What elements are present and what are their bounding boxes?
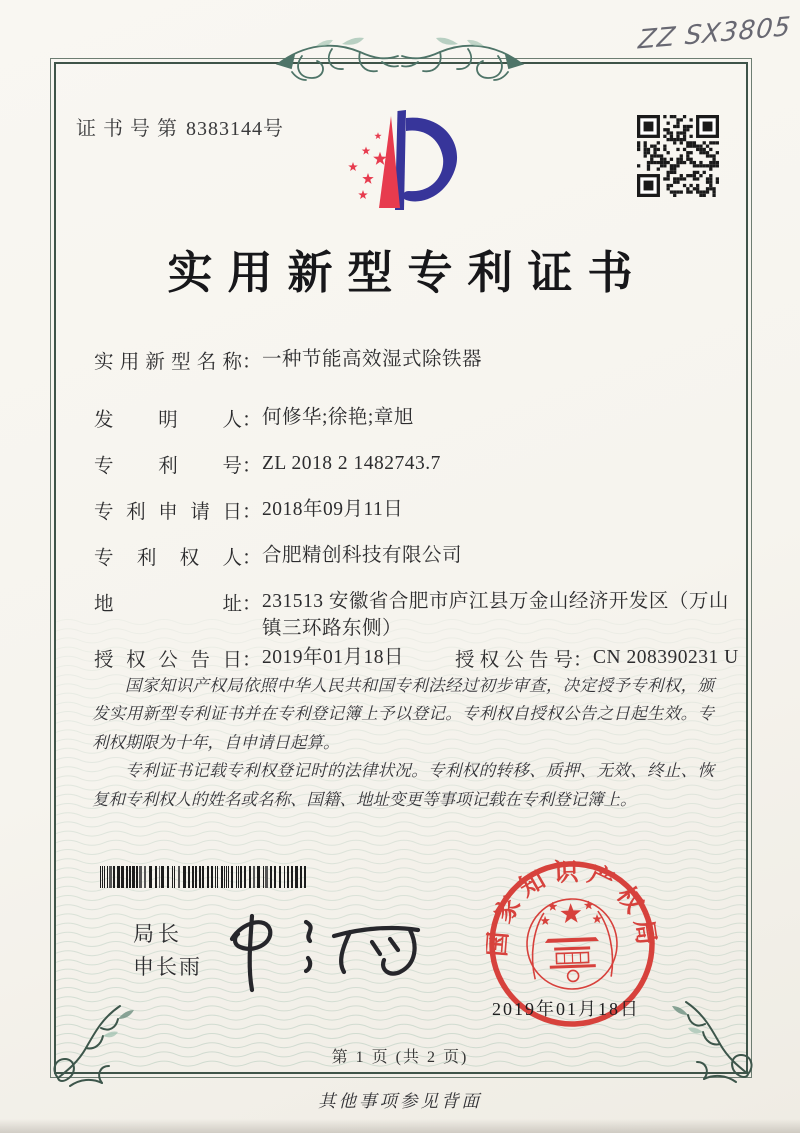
field-row-name [94, 346, 482, 374]
field-label: 授权公告号 [455, 650, 573, 671]
photo-edge-shadow [0, 1119, 800, 1133]
field-label: 授权公告日 [94, 650, 242, 671]
field-colon: ： [242, 548, 262, 569]
field-value: 2018年09月11日 [262, 499, 404, 520]
field-label: 发明人 [94, 410, 242, 431]
field-row-grant-number [455, 644, 739, 672]
seal-date: 2019年01月18日 [492, 999, 640, 1019]
legal-paragraph: 国家知识产权局依照中华人民共和国专利法经过初步审查，决定授予专利权，颁发实用新型专利证书并在专利登记簿上予以登记。专利权自授权公告之日起生效。专利权期限为十年，自申请日起算。 [92, 676, 714, 752]
field-label: 实用新型名称 [94, 352, 242, 373]
field-row-patentee [94, 542, 462, 570]
field-row-address [94, 588, 742, 643]
field-row-grant-date [94, 644, 404, 672]
field-value: ZL 2018 2 1482743.7 [262, 453, 441, 474]
field-value: 231513 安徽省合肥市庐江县万金山经济开发区（万山镇三环路东侧） [262, 591, 729, 640]
signer-name: 申长雨 [133, 956, 202, 979]
legal-text-block [92, 672, 714, 814]
page-number: 第 1 页 (共 2 页) [331, 1049, 469, 1066]
field-value: CN 208390231 U [593, 647, 739, 668]
field-value: 2019年01月18日 [262, 647, 405, 668]
certificate-number [76, 112, 290, 141]
certificate-number-prefix: 证书号第 [76, 118, 184, 140]
field-row-filing-date [94, 496, 403, 524]
bottom-right-corner-flourish-icon [668, 994, 760, 1086]
field-colon: ： [573, 650, 593, 671]
handwritten-code: ZZ SX3805 [636, 11, 793, 56]
field-colon: ： [242, 456, 262, 477]
top-dragon-ornament-icon [272, 32, 528, 92]
field-colon: ： [242, 352, 262, 373]
certificate-number-digits: 8383144 [186, 118, 263, 140]
back-side-note: 其他事项参见背面 [318, 1091, 482, 1111]
certificate-title: 实用新型专利证书 [167, 248, 648, 298]
signer-role: 局长 [133, 923, 183, 946]
field-colon: ： [242, 502, 262, 523]
seal-ring-text: 国家知识产权局 [484, 858, 661, 958]
field-value: 何修华;徐艳;章旭 [262, 407, 414, 428]
field-colon: ： [242, 650, 262, 671]
certificate-number-suffix: 号 [263, 118, 290, 140]
field-value: 合肥精创科技有限公司 [262, 545, 463, 566]
legal-paragraph: 专利证书记载专利权登记时的法律状况。专利权的转移、质押、无效、终止、恢复和专利权人的姓名或名称、国籍、地址变更等事项记载在专利登记簿上。 [92, 761, 714, 809]
signature-handwriting-icon [222, 884, 442, 1002]
field-label: 专利权人 [94, 548, 242, 569]
qr-code-icon [637, 115, 719, 197]
field-colon: ： [242, 410, 262, 431]
field-label: 专利申请日 [94, 502, 242, 523]
field-row-patent-number [94, 450, 441, 478]
field-colon: ： [242, 594, 262, 615]
field-row-inventors [94, 404, 414, 432]
cnipa-logo-icon [334, 106, 466, 232]
field-value: 一种节能高效湿式除铁器 [262, 349, 483, 370]
field-label: 专利号 [94, 456, 242, 477]
field-label: 地址 [94, 594, 242, 615]
